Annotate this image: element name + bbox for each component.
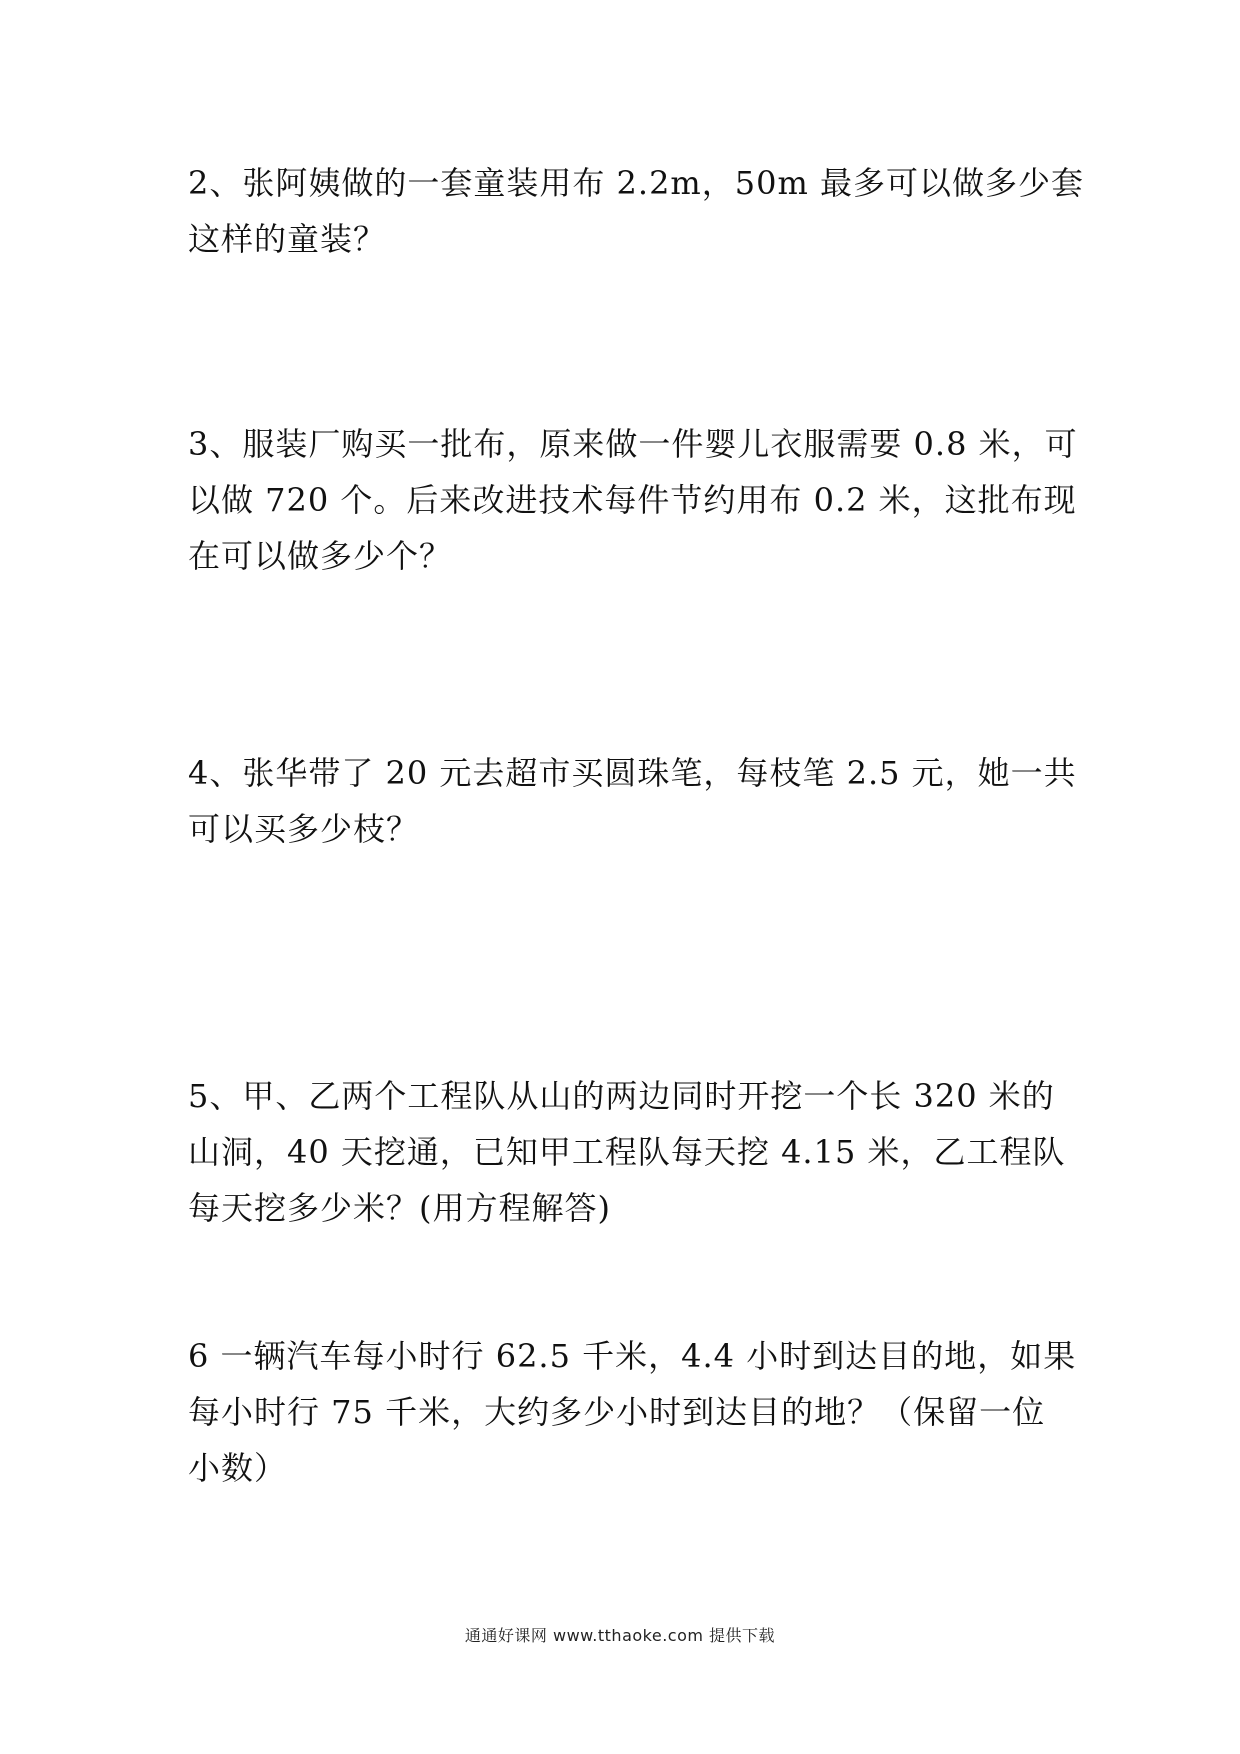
problem-6-line-2: 每小时行 75 千米，大约多少小时到达目的地？（保留一位	[188, 1393, 1046, 1431]
problem-4-line-1: 4、张华带了 20 元去超市买圆珠笔，每枝笔 2.5 元，她一共	[188, 754, 1077, 792]
footer-credit: 通通好课网 www.tthaoke.com 提供下载	[464, 1626, 776, 1645]
problem-4-line-2: 可以买多少枝？	[188, 810, 420, 848]
problem-6-line-1: 6 一辆汽车每小时行 62.5 千米，4.4 小时到达目的地，如果	[188, 1337, 1077, 1375]
problem-3-line-1: 3、服装厂购买一批布，原来做一件婴儿衣服需要 0.8 米，可	[188, 425, 1078, 463]
problem-2-line-2: 这样的童装？	[188, 220, 387, 258]
problem-5-line-2: 山洞，40 天挖通，已知甲工程队每天挖 4.15 米，乙工程队	[188, 1133, 1066, 1171]
problem-3	[188, 416, 1078, 584]
problem-5-line-3: 每天挖多少米？(用方程解答)	[188, 1189, 611, 1227]
problem-2-line-1: 2、张阿姨做的一套童装用布 2.2m，50m 最多可以做多少套	[188, 164, 1085, 202]
problem-5	[188, 1068, 1066, 1236]
problem-3-line-3: 在可以做多少个？	[188, 537, 453, 575]
problem-5-line-1: 5、甲、乙两个工程队从山的两边同时开挖一个长 320 米的	[188, 1077, 1055, 1115]
problem-6	[188, 1328, 1077, 1496]
problem-2	[188, 155, 1085, 267]
problem-6-line-3: 小数）	[188, 1449, 288, 1487]
problem-4	[188, 745, 1077, 857]
problem-3-line-2: 以做 720 个。后来改进技术每件节约用布 0.2 米，这批布现	[188, 481, 1077, 519]
